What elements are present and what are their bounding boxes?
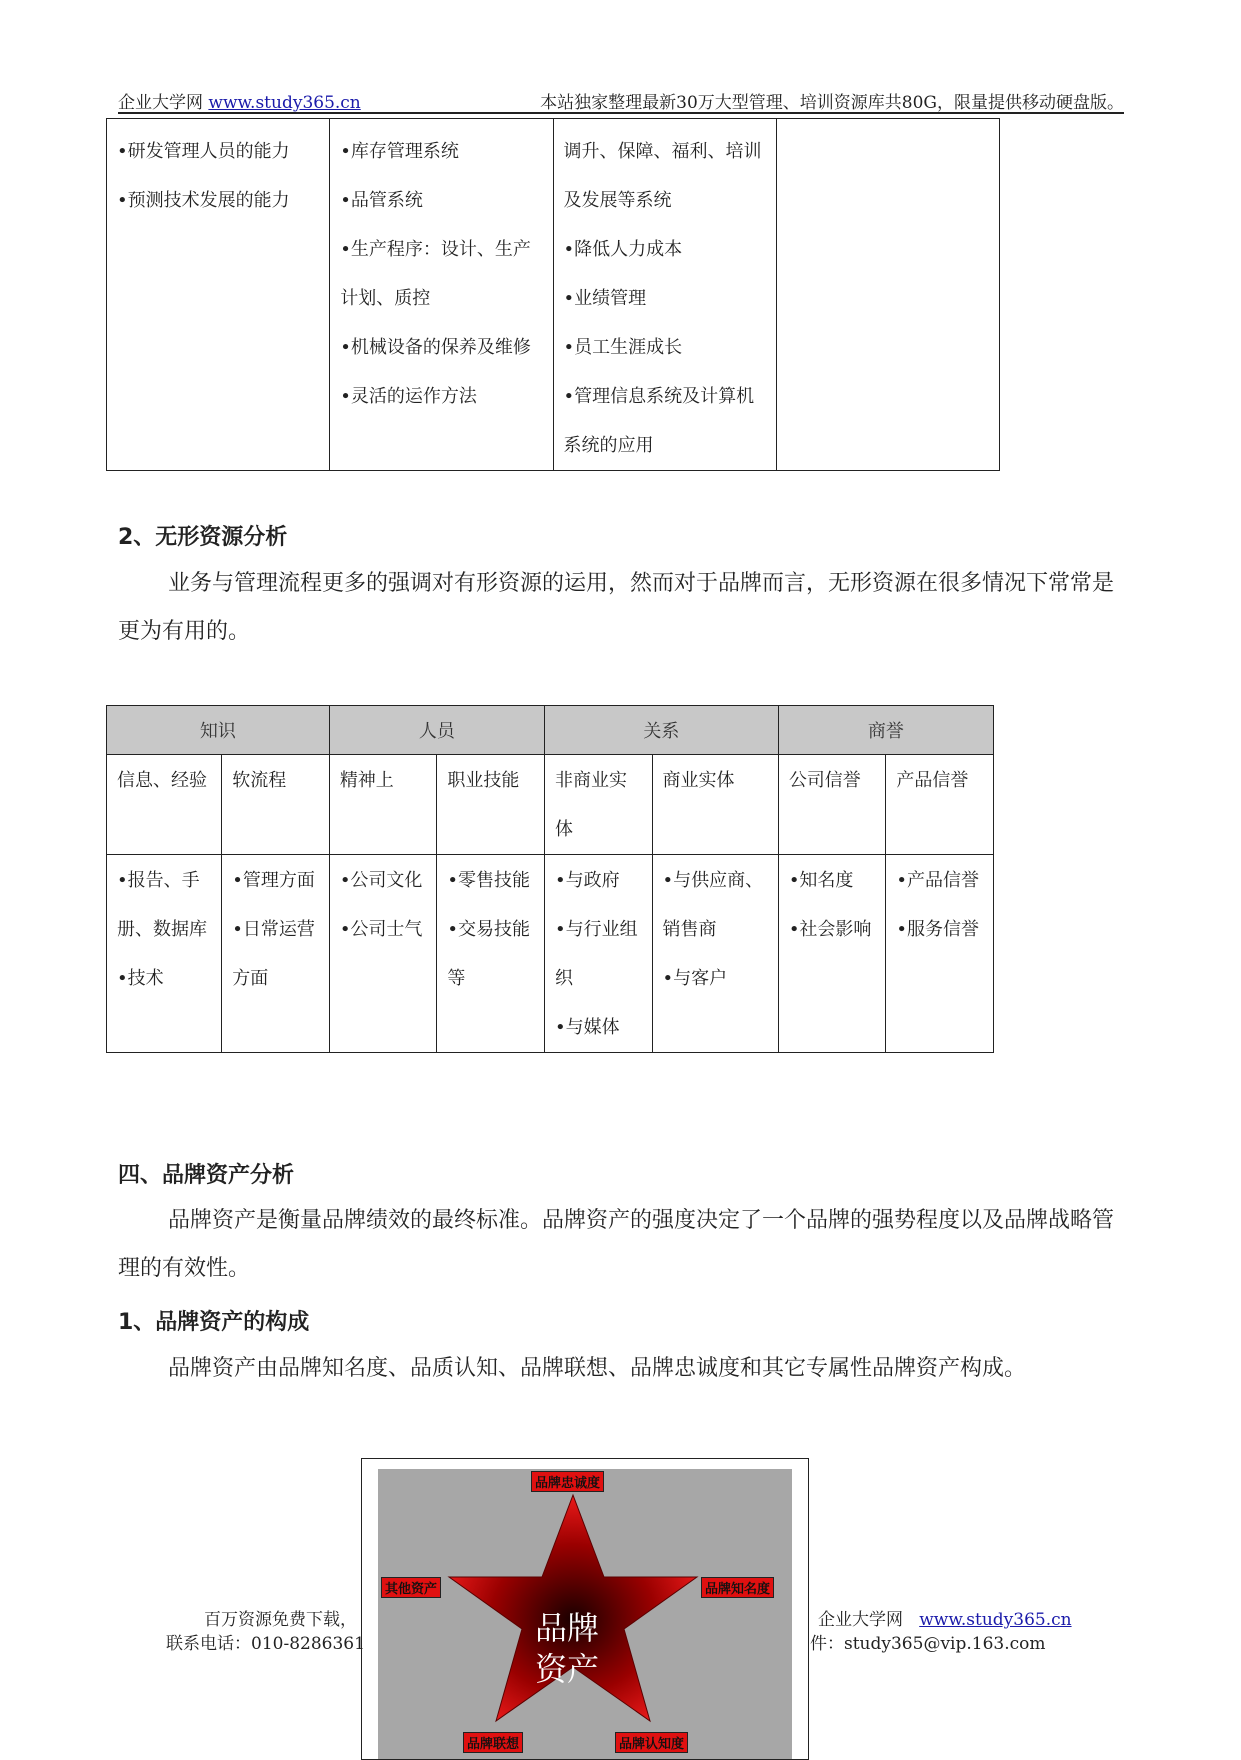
tangible-resources-table [106,118,1000,471]
footer-phone-text: 联系电话：010-8286361 [166,1634,365,1654]
tag-brand-association: 品牌联想 [463,1732,523,1753]
table2-cell-line: •零售技能 [447,870,531,891]
header-left [118,88,361,113]
table2-cell-line: •与行业组 [554,919,638,940]
table2-subheader [778,755,886,855]
table1-cell-line: •研发管理人员的能力 [117,141,290,162]
table2-cell-line: •与政府 [554,870,620,891]
table2-cell-line: •公司士气 [339,919,423,940]
table2-subheader-line: 公司信誉 [788,770,861,791]
table2-subheader [329,755,437,855]
group-header-people: 人员 [329,706,544,755]
table1-cell-line: •机械设备的保养及维修 [340,337,531,358]
table2-cell-line: •社会影响 [788,919,872,940]
table2-cell-line: 册、数据库 [117,919,207,940]
group-header-relations: 关系 [544,706,778,755]
table2-cell-line: •与媒体 [554,1017,620,1038]
table1-col-3 [553,119,776,471]
table2-subheader-line: 职业技能 [447,770,520,791]
tag-perceived-quality: 品牌认知度 [615,1732,688,1753]
table2-subheader-line: 商业实体 [662,770,735,791]
footer-site-name: 企业大学网 [818,1610,903,1630]
section-4-paragraph: 品牌资产是衡量品牌绩效的最终标准。品牌资产的强度决定了一个品牌的强势程度以及品牌战略管理的有效性。 [118,1208,1115,1281]
table2-cell [652,855,778,1053]
table2-cell-line: 方面 [232,968,269,989]
header-site-link[interactable]: www.study365.cn [208,93,361,113]
table2-cell-line: •公司文化 [339,870,423,891]
table1-cell-line: •灵活的运作方法 [340,386,477,407]
table1-cell-line: 系统的应用 [563,435,654,456]
table2-cell [437,855,545,1053]
footer-site-link[interactable]: www.study365.cn [919,1610,1072,1630]
table2-subheader [886,755,994,855]
footer-download-text: 百万资源免费下载， [204,1610,357,1630]
table1-cell-line: 计划、质控 [340,288,431,309]
table2-cell-line: •管理方面 [232,870,315,891]
table2-cell [222,855,330,1053]
table2-subheader-line: 非商业实 [554,770,627,791]
table2-cell [778,855,886,1053]
table2-cell [329,855,437,1053]
intangible-resources-table [106,705,994,1053]
table1-cell-line: •生产程序：设计、生产 [340,239,531,260]
table2-cell-line: •服务信誉 [896,919,980,940]
table2-subheader-line: 精神上 [339,770,394,791]
table2-cell-line: •知名度 [788,870,854,891]
table2-cell-line: •交易技能 [447,919,531,940]
table1-cell-line: 调升、保障、福利、培训 [563,141,762,162]
table2-cell [544,855,652,1053]
section-2-paragraph: 业务与管理流程更多的强调对有形资源的运用，然而对于品牌而言，无形资源在很多情况下常常是更为有用的。 [118,571,1115,644]
table2-subheader-line: 软流程 [232,770,287,791]
tag-brand-loyalty: 品牌忠诚度 [531,1471,604,1492]
diagram-center-label-1: 品牌 [535,1609,600,1647]
table1-cell-line: 及发展等系统 [563,190,672,211]
brand-equity-diagram [361,1458,809,1760]
table1-cell-line: •管理信息系统及计算机 [563,386,755,407]
header-notice: 本站独家整理最新30万大型管理、培训资源库共80G，限量提供移动硬盘版。 [540,93,1124,113]
footer-site [818,1605,1072,1630]
table2-cell-line: 销售商 [662,919,717,940]
table1-col-2 [330,119,553,471]
table2-subheader [437,755,545,855]
header-site-name: 企业大学网 [118,93,203,113]
table2-cell-line: •日常运营 [232,919,315,940]
page-header [118,88,1124,114]
table2-subheader-line: 产品信誉 [896,770,969,791]
table2-cell-line: •与供应商、 [662,870,764,891]
table2-cell-line: 织 [554,968,573,989]
tag-other-assets: 其他资产 [381,1577,441,1598]
table1-col-4 [776,119,999,471]
table2-subheader [222,755,330,855]
table2-cell-line: •技术 [117,968,164,989]
table1-cell-line: •员工生涯成长 [563,337,683,358]
tag-brand-awareness: 品牌知名度 [701,1577,774,1598]
table2-subheader-line: 信息、经验 [117,770,207,791]
section-2-heading: 2、无形资源分析 [118,525,288,550]
table2-subheader [107,755,222,855]
table2-cell-line: •产品信誉 [896,870,980,891]
group-header-knowledge: 知识 [107,706,330,755]
table1-cell-line: •品管系统 [340,190,423,211]
table2-cell-line: 等 [447,968,466,989]
table1-cell-line: •库存管理系统 [340,141,459,162]
section-4-1-paragraph: 品牌资产由品牌知名度、品质认知、品牌联想、品牌忠诚度和其它专属性品牌资产构成。 [168,1356,1027,1381]
table2-cell [107,855,222,1053]
diagram-center-label-2: 资产 [535,1650,600,1688]
table1-cell-line: •业绩管理 [563,288,647,309]
table2-cell-line: •与客户 [662,968,728,989]
section-4-heading: 四、品牌资产分析 [118,1163,295,1188]
table2-cell [886,855,994,1053]
footer-email-text: 件：study365@vip.163.com [810,1634,1046,1654]
table1-cell-line: •预测技术发展的能力 [117,190,290,211]
table1-col-1 [107,119,330,471]
table2-subheader [652,755,778,855]
table2-subheader-line: 体 [554,819,573,840]
table2-subheader [544,755,652,855]
section-4-1-heading: 1、品牌资产的构成 [118,1310,310,1335]
table2-cell-line: •报告、手 [117,870,200,891]
table1-cell-line: •降低人力成本 [563,239,683,260]
group-header-reputation: 商誉 [778,706,993,755]
